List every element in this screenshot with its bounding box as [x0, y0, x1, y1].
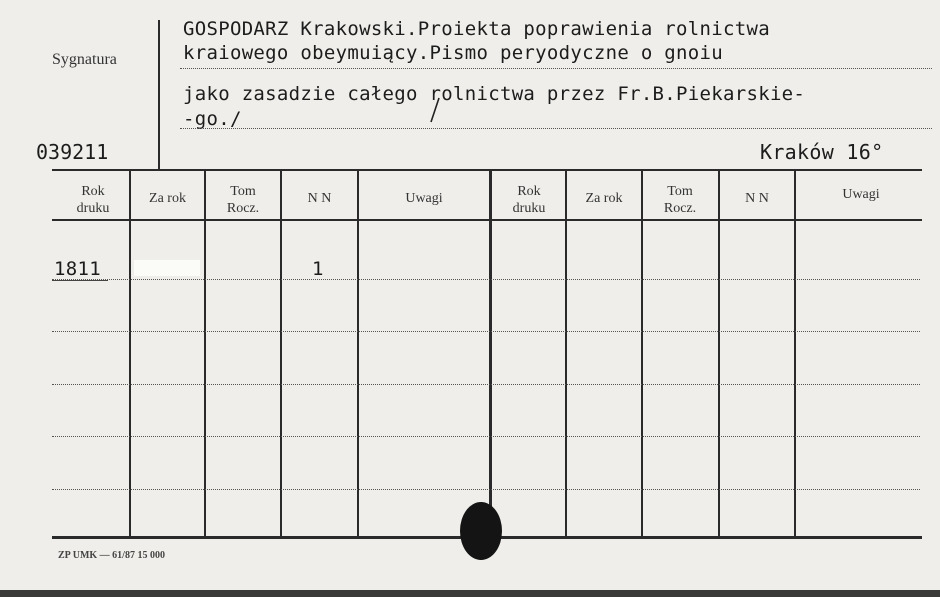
column-divider — [641, 170, 643, 536]
row-line — [52, 436, 920, 437]
column-divider — [280, 170, 282, 536]
column-divider — [794, 170, 796, 536]
column-divider — [204, 170, 206, 536]
cell-nn: 1 — [312, 258, 324, 280]
header-tom-rocz: Tom Rocz. — [226, 184, 260, 216]
table-header-border — [52, 219, 922, 221]
column-divider — [129, 170, 131, 536]
title-line-3: jako zasadzie całego rolnictwa przez Fr.B.Piekarskie- — [183, 83, 806, 105]
header-za-rok: Za rok — [585, 191, 623, 206]
erasure-mark — [134, 260, 200, 276]
header-tom-rocz: Tom Rocz. — [663, 184, 697, 216]
header-rok-druku: Rok druku — [512, 184, 546, 216]
cell-rok-druku: 1811 — [54, 258, 101, 280]
title-line-1: GOSPODARZ Krakowski.Proiekta poprawienia rolnictwa — [183, 18, 770, 40]
header-nn: N N — [307, 191, 332, 206]
column-divider — [565, 170, 567, 536]
header-nn: N N — [745, 191, 769, 206]
cell-underline — [52, 280, 108, 281]
row-line — [52, 489, 920, 490]
title-line-4: -go./ — [183, 108, 242, 130]
title-dotted-line — [180, 68, 932, 69]
header-za-rok: Za rok — [149, 191, 186, 206]
column-divider — [718, 170, 720, 536]
header-rok-druku: Rok druku — [76, 184, 110, 216]
table-top-border — [52, 169, 922, 171]
header-divider — [158, 20, 160, 170]
row-line — [52, 384, 920, 385]
header-uwagi: Uwagi — [405, 191, 443, 206]
row-line — [52, 279, 920, 280]
place-format: Kraków 16° — [760, 140, 884, 164]
row-line — [52, 331, 920, 332]
title-line-2: kraiowego obeymuiący.Pismo peryodyczne o gnoiu — [183, 42, 723, 64]
header-uwagi: Uwagi — [842, 187, 880, 202]
punched-hole — [456, 500, 508, 564]
title-dotted-line — [180, 128, 932, 129]
catalog-number: 039211 — [36, 140, 109, 164]
column-divider — [357, 170, 359, 536]
pen-mark — [425, 96, 445, 126]
signature-label: Sygnatura — [52, 51, 117, 68]
print-footer: ZP UMK — 61/87 15 000 — [58, 550, 165, 561]
column-divider — [489, 170, 492, 536]
